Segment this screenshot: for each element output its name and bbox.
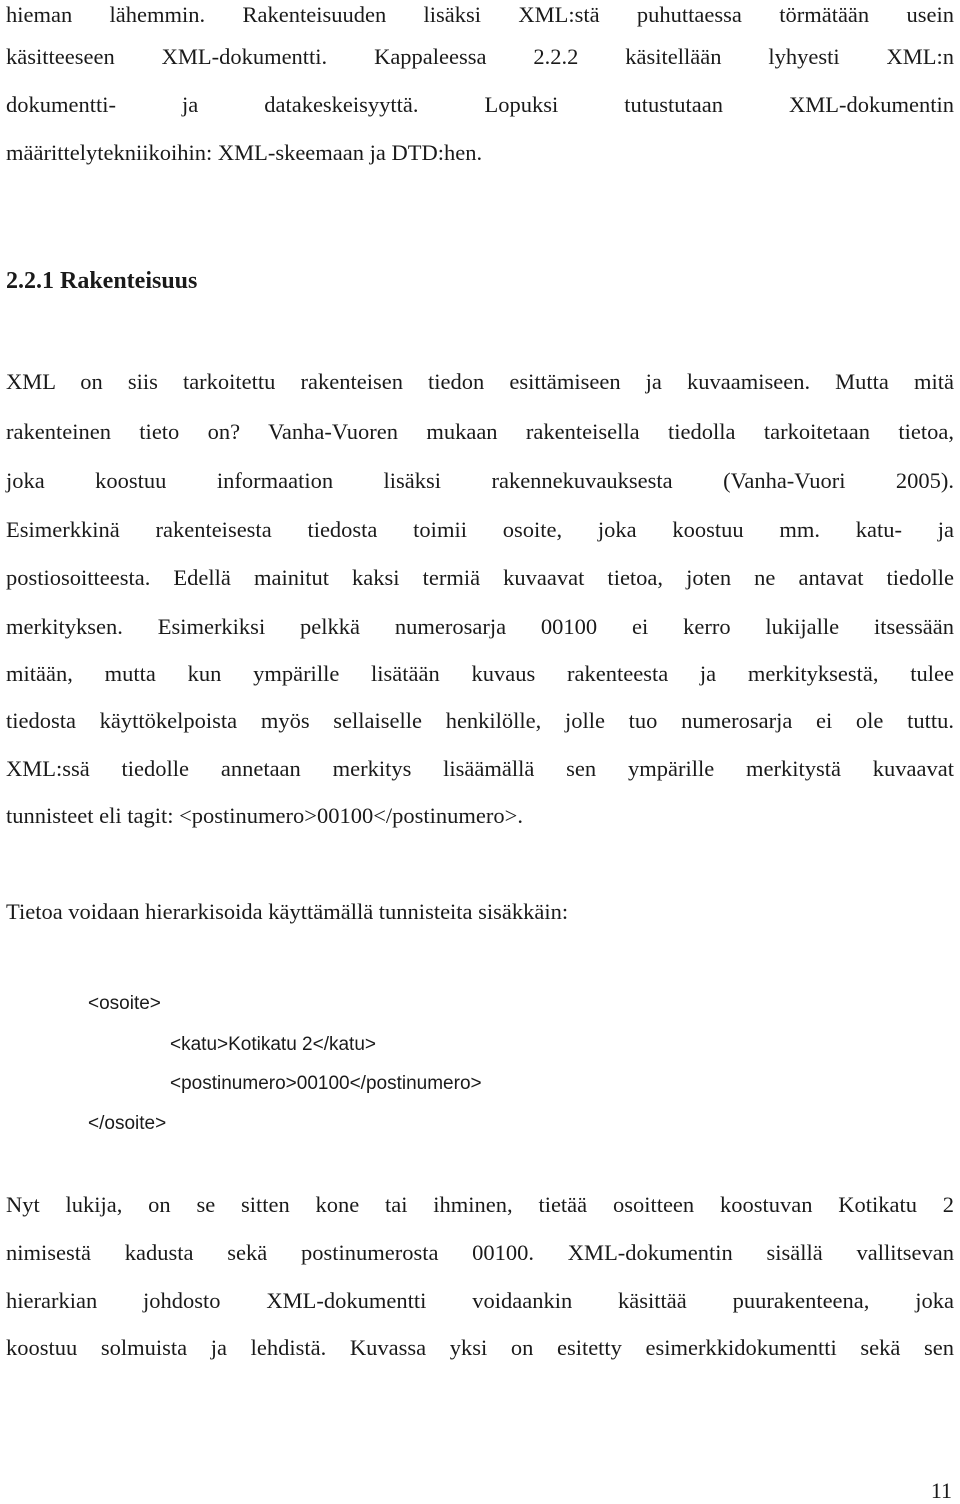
- para1-line-7: mitään, mutta kun ympärille lisätään kuvaus rakenteesta ja merkityksestä, tulee: [6, 661, 954, 686]
- para1-line-9: XML:ssä tiedolle annetaan merkitys lisäämällä sen ympärille merkitystä kuvaavat: [6, 756, 954, 781]
- para3-line-1: Nyt lukija, on se sitten kone tai ihminen, tietää osoitteen koostuvan Kotikatu 2: [6, 1192, 954, 1217]
- intro-line-2: käsitteeseen XML-dokumentti. Kappaleessa 2.2.2 käsitellään lyhyesti XML:n: [6, 44, 954, 69]
- para1-line-8: tiedosta käyttökelpoista myös sellaiselle henkilölle, jolle tuo numerosarja ei ole tuttu.: [6, 708, 954, 733]
- intro-line-4: määrittelytekniikoihin: XML-skeemaan ja DTD:hen.: [6, 140, 483, 165]
- para3-line-3: hierarkian johdosto XML-dokumentti voidaankin käsittää puurakenteena, joka: [6, 1288, 954, 1313]
- code-line-open-osoite: <osoite>: [88, 993, 161, 1014]
- intro-line-3: dokumentti- ja datakeskeisyyttä. Lopuksi tutustutaan XML-dokumentin: [6, 92, 954, 117]
- para1-line-2: rakenteinen tieto on? Vanha-Vuoren mukaan rakenteisella tiedolla tarkoitetaan tietoa,: [6, 419, 954, 444]
- para1-line-6: merkityksen. Esimerkiksi pelkkä numerosarja 00100 ei kerro lukijalle itsessään: [6, 614, 954, 639]
- para1-line-3: joka koostuu informaation lisäksi rakennekuvauksesta (Vanha-Vuori 2005).: [6, 468, 954, 493]
- intro-line-1: hieman lähemmin. Rakenteisuuden lisäksi XML:stä puhuttaessa törmätään usein: [6, 2, 954, 27]
- para3-line-4: koostuu solmuista ja lehdistä. Kuvassa yksi on esitetty esimerkkidokumentti sekä sen: [6, 1335, 954, 1360]
- section-heading: 2.2.1 Rakenteisuus: [6, 268, 198, 294]
- para1-line-10: tunnisteet eli tagit: <postinumero>00100</postinumero>.: [6, 803, 523, 828]
- para1-line-5: postiosoitteesta. Edellä mainitut kaksi termiä kuvaavat tietoa, joten ne antavat tiedolle: [6, 565, 954, 590]
- para3-line-2: nimisestä kadusta sekä postinumerosta 00100. XML-dokumentin sisällä vallitsevan: [6, 1240, 954, 1265]
- code-line-postinumero: <postinumero>00100</postinumero>: [170, 1073, 482, 1094]
- code-line-katu: <katu>Kotikatu 2</katu>: [170, 1034, 376, 1055]
- code-line-close-osoite: </osoite>: [88, 1113, 167, 1134]
- para1-line-1: XML on siis tarkoitettu rakenteisen tiedon esittämiseen ja kuvaamiseen. Mutta mitä: [6, 369, 954, 394]
- para1-line-4: Esimerkkinä rakenteisesta tiedosta toimii osoite, joka koostuu mm. katu- ja: [6, 517, 954, 542]
- paragraph-hierarchy-intro: Tietoa voidaan hierarkisoida käyttämällä tunnisteita sisäkkäin:: [6, 899, 569, 924]
- page-number: 11: [930, 1478, 952, 1503]
